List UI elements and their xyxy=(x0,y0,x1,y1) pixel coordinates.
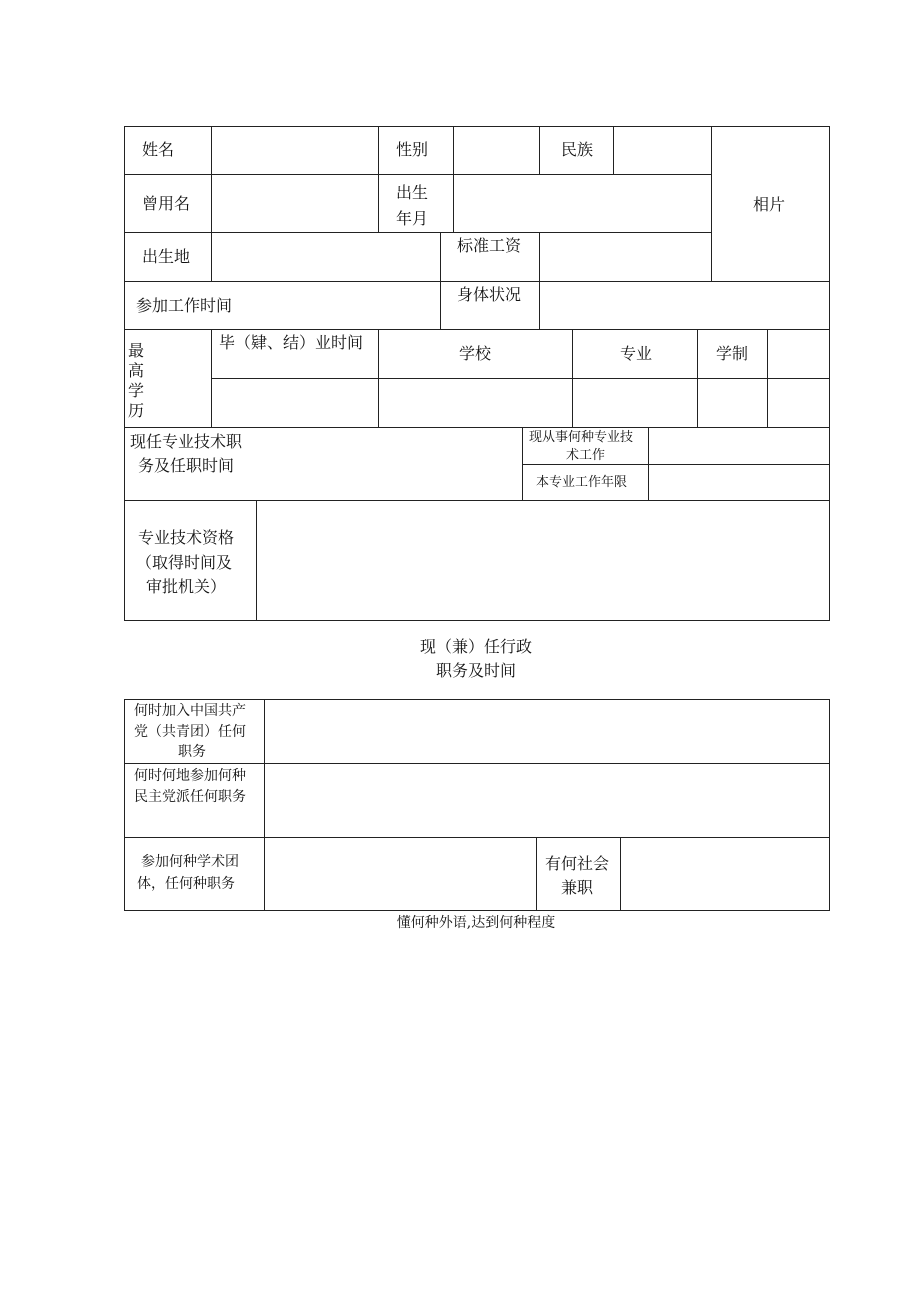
row-divider xyxy=(124,329,830,330)
col-divider xyxy=(539,232,540,330)
field-label-line2: 术工作 xyxy=(566,448,606,463)
social-post-label-line2: 兼职 xyxy=(561,878,594,897)
col-divider xyxy=(264,699,265,911)
row-divider xyxy=(124,174,712,175)
col-divider xyxy=(378,329,379,428)
academic-label-line2: 体，任何种职务 xyxy=(137,876,235,892)
democratic-party-label-line2: 民主党派任何职务 xyxy=(134,789,246,805)
language-label: 懂何种外语,达到何种程度 xyxy=(396,915,556,931)
party-label-line3: 职务 xyxy=(178,744,206,760)
major-label: 专业 xyxy=(620,344,653,363)
col-divider xyxy=(620,837,621,911)
social-post-label-line1: 有何社会 xyxy=(545,854,610,873)
qualification-label-line1: 专业技术资格 xyxy=(138,528,235,547)
study-length-label: 学制 xyxy=(716,344,749,363)
name-label: 姓名 xyxy=(142,140,175,159)
current-title-label-line2: 务及任职时间 xyxy=(138,456,235,475)
row-divider xyxy=(124,232,712,233)
former-name-label: 曾用名 xyxy=(142,194,191,213)
education-label: 最高学历 xyxy=(128,341,145,420)
work-start-label: 参加工作时间 xyxy=(136,296,233,315)
years-in-field-label: 本专业工作年限 xyxy=(536,475,628,490)
party-label-line2: 党（共青团）任何 xyxy=(134,724,246,740)
school-label: 学校 xyxy=(459,344,492,363)
table-border-bottom xyxy=(124,620,830,621)
col-divider xyxy=(572,329,573,428)
qualification-label-line2: （取得时间及 xyxy=(136,553,233,572)
graduation-time-label: 毕（肄、结）业时间 xyxy=(219,333,364,352)
col-divider xyxy=(378,126,379,233)
gender-label: 性别 xyxy=(396,140,429,159)
table-border-right xyxy=(829,126,830,621)
admin-position-label-line2: 职务及时间 xyxy=(435,661,516,680)
col-divider xyxy=(453,126,454,233)
party-label-line1: 何时加入中国共产 xyxy=(134,703,246,719)
qualification-label-line3: 审批机关） xyxy=(146,577,227,596)
table-border-left xyxy=(124,126,125,621)
field-label-line1: 现从事何种专业技 xyxy=(529,430,634,445)
table-border-bottom xyxy=(124,910,830,911)
table-border-right xyxy=(829,699,830,911)
table-border-top xyxy=(124,126,830,127)
row-divider xyxy=(124,281,830,282)
table-border-left xyxy=(124,699,125,911)
col-divider xyxy=(711,126,712,282)
birth-label-line1: 出生 xyxy=(396,183,429,202)
col-divider xyxy=(767,329,768,428)
admin-position-label-line1: 现（兼）任行政 xyxy=(419,637,532,656)
col-divider xyxy=(256,500,257,621)
photo-label: 相片 xyxy=(753,195,786,214)
row-divider xyxy=(124,500,830,501)
row-divider xyxy=(124,763,830,764)
row-divider xyxy=(124,427,830,428)
birthplace-label: 出生地 xyxy=(142,247,191,266)
col-divider xyxy=(539,126,540,175)
col-divider xyxy=(522,427,523,501)
row-divider xyxy=(124,837,830,838)
col-divider xyxy=(440,232,441,330)
table-border-top xyxy=(124,699,830,700)
col-divider xyxy=(648,427,649,501)
col-divider xyxy=(211,126,212,282)
col-divider xyxy=(697,329,698,428)
academic-label-line1: 参加何种学术团 xyxy=(141,854,239,870)
col-divider xyxy=(211,329,212,428)
ethnicity-label: 民族 xyxy=(561,140,594,159)
birth-label-line2: 年月 xyxy=(396,209,429,228)
standard-salary-label: 标准工资 xyxy=(457,236,522,255)
health-label: 身体状况 xyxy=(457,285,522,304)
col-divider xyxy=(536,837,537,911)
col-divider xyxy=(613,126,614,175)
row-divider xyxy=(211,378,830,379)
democratic-party-label-line1: 何时何地参加何种 xyxy=(134,768,246,784)
current-title-label-line1: 现任专业技术职 xyxy=(130,432,243,451)
